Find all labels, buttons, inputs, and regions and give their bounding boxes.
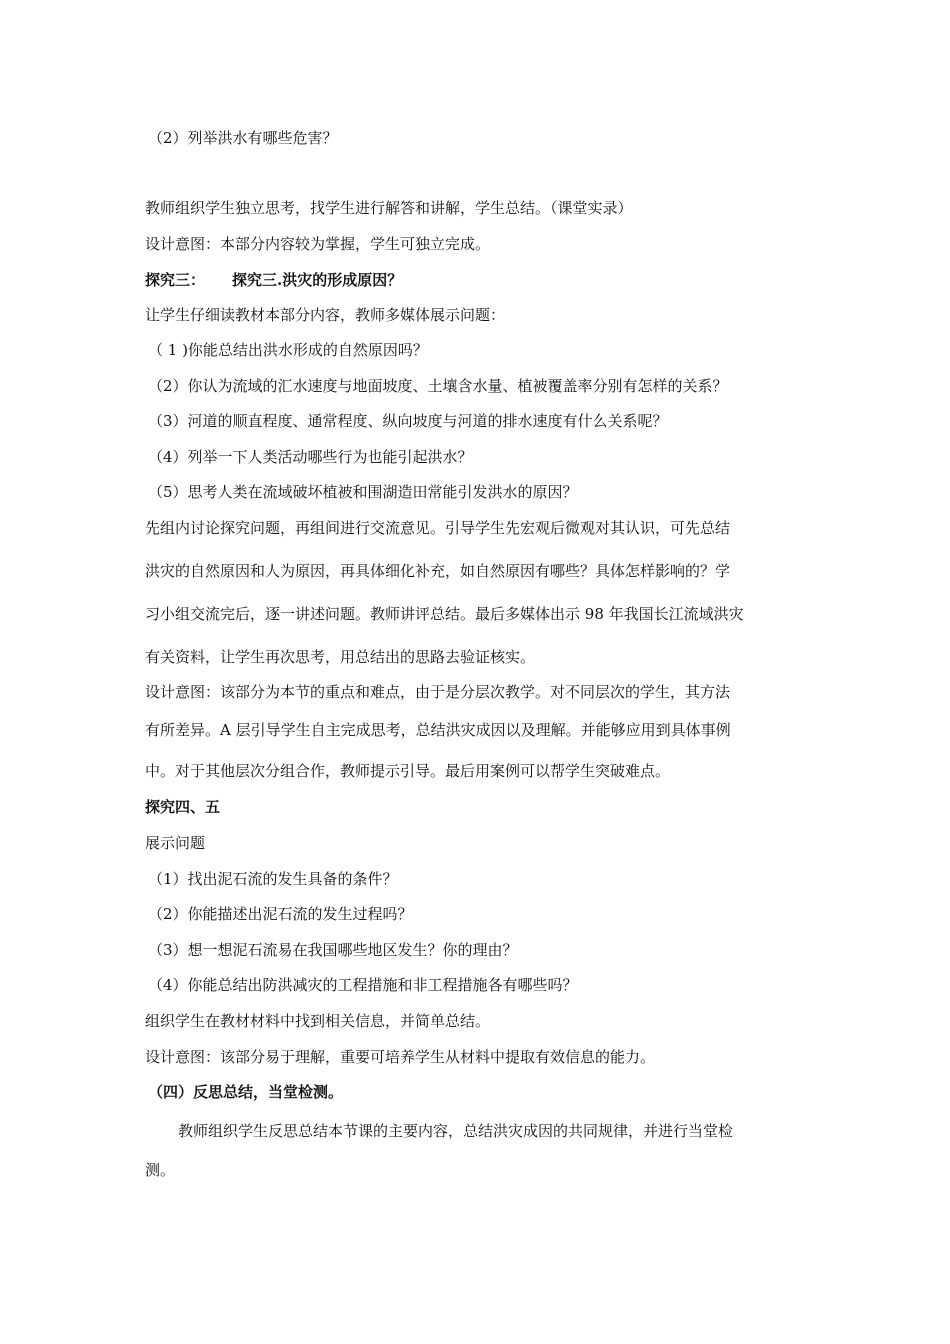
final-paragraph-line: 教师组织学生反思总结本节课的主要内容，总结洪灾成因的共同规律，并进行当堂检	[178, 1122, 734, 1140]
design-intent-2-line: 中。对于其他层次分组合作，教师提示引导。最后用案例可以帮学生突破难点。	[145, 762, 671, 780]
question-4-2: （2）你能描述出泥石流的发生过程吗？	[148, 905, 413, 923]
question-4-3: （3）想一想泥石流易在我国哪些地区发生？你的理由？	[148, 941, 518, 959]
question-3-3: （3）河道的顺直程度、通常程度、纵向坡度与河道的排水速度有什么关系呢？	[148, 412, 668, 430]
question-4-4: （4）你能总结出防洪减灾的工程措施和非工程措施各有哪些吗？	[148, 976, 578, 994]
organize-find-text: 组织学生在教材材料中找到相关信息，并简单总结。	[145, 1012, 491, 1030]
explore3-title: 探究三.洪灾的形成原因？	[232, 271, 403, 289]
question-3-4: （4）列举一下人类活动哪些行为也能引起洪水？	[148, 448, 473, 466]
explore3-label: 探究三：	[145, 271, 206, 289]
read-material-text: 让学生仔细读教材本部分内容，教师多媒体展示问题：	[145, 306, 506, 324]
question-3-5: （5）思考人类在流域破坏植被和围湖造田常能引发洪水的原因？	[148, 483, 578, 501]
final-paragraph-line: 测。	[145, 1161, 176, 1179]
discussion-paragraph-line: 洪灾的自然原因和人为原因，再具体细化补充，如自然原因有哪些？具体怎样影响的？学	[145, 562, 731, 580]
design-intent-1: 设计意图：本部分内容较为掌握，学生可独立完成。	[145, 235, 491, 253]
explore45-heading: 探究四、五	[145, 798, 221, 816]
question-3-2: （2）你认为流域的汇水速度与地面坡度、土壤含水量、植被覆盖率分别有怎样的关系？	[148, 377, 728, 395]
discussion-paragraph-line: 有关资料，让学生再次思考，用总结出的思路去验证核实。	[145, 648, 536, 666]
discussion-paragraph-line: 先组内讨论探究问题，再组间进行交流意见。引导学生先宏观后微观对其认识，可先总结	[145, 519, 731, 537]
question-4-1: （1）找出泥石流的发生具备的条件？	[148, 870, 398, 888]
question-hazards: （2）列举洪水有哪些危害？	[148, 129, 338, 147]
section4-heading: （四）反思总结，当堂检测。	[148, 1083, 344, 1101]
design-intent-2-line: 设计意图：该部分为本节的重点和难点，由于是分层次教学。对不同层次的学生，其方法	[145, 683, 731, 701]
show-questions-label: 展示问题	[145, 834, 206, 852]
discussion-paragraph-line: 习小组交流完后，逐一讲述问题。教师讲评总结。最后多媒体出示 98 年我国长江流域洪灾	[145, 605, 744, 623]
design-intent-2-line: 有所差异。A 层引导学生自主完成思考，总结洪灾成因以及理解。并能够应用到具体事例	[145, 721, 731, 739]
question-3-1: （ 1 )你能总结出洪水形成的自然原因吗？	[148, 341, 428, 359]
teacher-organize-text: 教师组织学生独立思考，找学生进行解答和讲解，学生总结。（课堂实录）	[145, 199, 633, 217]
design-intent-3: 设计意图：该部分易于理解，重要可培养学生从材料中提取有效信息的能力。	[145, 1048, 656, 1066]
